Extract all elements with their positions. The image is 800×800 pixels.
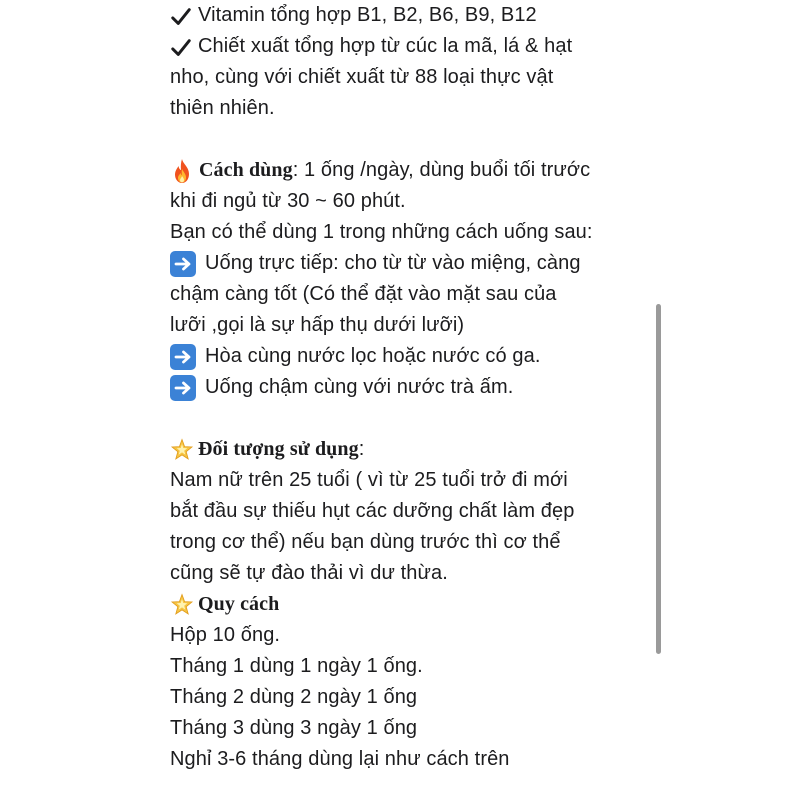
- line-spec-month2: [170, 682, 650, 713]
- usage-heading: [170, 155, 650, 186]
- line-audience-3: [170, 527, 650, 558]
- spec-heading: [170, 589, 650, 620]
- line-text: Uống chậm cùng với nước trà ấm.: [205, 376, 514, 398]
- glowing-star-icon: [170, 438, 194, 462]
- line-text: khi đi ngủ từ 30 ~ 60 phút.: [170, 190, 406, 212]
- line-text: bắt đầu sự thiếu hụt các dưỡng chất làm đẹp: [170, 500, 575, 522]
- line-audience-4: [170, 558, 650, 589]
- line-spec-rest: [170, 744, 650, 775]
- line-usage-intro: [170, 217, 650, 248]
- fire-icon: [170, 158, 194, 184]
- line-text: Nghỉ 3-6 tháng dùng lại như cách trên: [170, 748, 510, 770]
- blank-line: [170, 124, 650, 155]
- line-text: Tháng 3 dùng 3 ngày 1 ống: [170, 717, 418, 739]
- right-arrow-icon: [170, 344, 196, 370]
- line-usage-direct: [170, 248, 650, 279]
- check-icon: [170, 37, 192, 59]
- line-text: nho, cùng với chiết xuất từ 88 loại thực vật: [170, 66, 554, 88]
- line-text: Vitamin tổng hợp B1, B2, B6, B9, B12: [198, 4, 537, 26]
- line-audience-1: [170, 465, 650, 496]
- line-text: chậm càng tốt (Có thể đặt vào mặt sau của: [170, 283, 557, 305]
- line-usage-tea: [170, 372, 650, 403]
- line-spec-month3: [170, 713, 650, 744]
- line-text: cũng sẽ tự đào thải vì dư thừa.: [170, 562, 448, 584]
- audience-label: Đối tượng sử dụng: [198, 438, 359, 460]
- line-usage-water: [170, 341, 650, 372]
- line-text: : 1 ống /ngày, dùng buổi tối trước: [292, 159, 591, 181]
- line-text: Nam nữ trên 25 tuổi ( vì từ 25 tuổi trở đi mới: [170, 469, 568, 491]
- line-text: Tháng 1 dùng 1 ngày 1 ống.: [170, 655, 423, 677]
- line-extract: [170, 31, 650, 62]
- right-arrow-icon: [170, 251, 196, 277]
- line-audience-2: [170, 496, 650, 527]
- line-text: Bạn có thể dùng 1 trong những cách uống sau:: [170, 221, 593, 243]
- line-spec-box: [170, 620, 650, 651]
- line-text: Hòa cùng nước lọc hoặc nước có ga.: [205, 345, 541, 367]
- spec-label: Quy cách: [198, 593, 280, 615]
- usage-label: Cách dùng: [199, 159, 293, 181]
- line-extract-end: [170, 93, 650, 124]
- line-text: :: [358, 438, 365, 460]
- line-text: trong cơ thể) nếu bạn dùng trước thì cơ thể: [170, 531, 561, 553]
- line-usage-time: [170, 186, 650, 217]
- glowing-star-icon: [170, 593, 194, 617]
- line-text: Tháng 2 dùng 2 ngày 1 ống: [170, 686, 418, 708]
- line-text: lưỡi ,gọi là sự hấp thụ dưới lưỡi): [170, 314, 465, 336]
- blank-line: [170, 403, 650, 434]
- line-usage-direct-end: [170, 310, 650, 341]
- line-text: Hộp 10 ống.: [170, 624, 281, 646]
- right-arrow-icon: [170, 375, 196, 401]
- line-spec-month1: [170, 651, 650, 682]
- line-extract-cont: [170, 62, 650, 93]
- line-usage-direct-cont: [170, 279, 650, 310]
- audience-heading: [170, 434, 650, 465]
- line-text: Chiết xuất tổng hợp từ cúc la mã, lá & hạt: [198, 35, 573, 57]
- note-content: [170, 0, 650, 775]
- line-text: thiên nhiên.: [170, 97, 275, 119]
- line-text: Uống trực tiếp: cho từ từ vào miệng, càng: [205, 252, 581, 274]
- vertical-scrollbar[interactable]: [656, 304, 661, 654]
- line-vitamin: [170, 0, 650, 31]
- check-icon: [170, 6, 192, 28]
